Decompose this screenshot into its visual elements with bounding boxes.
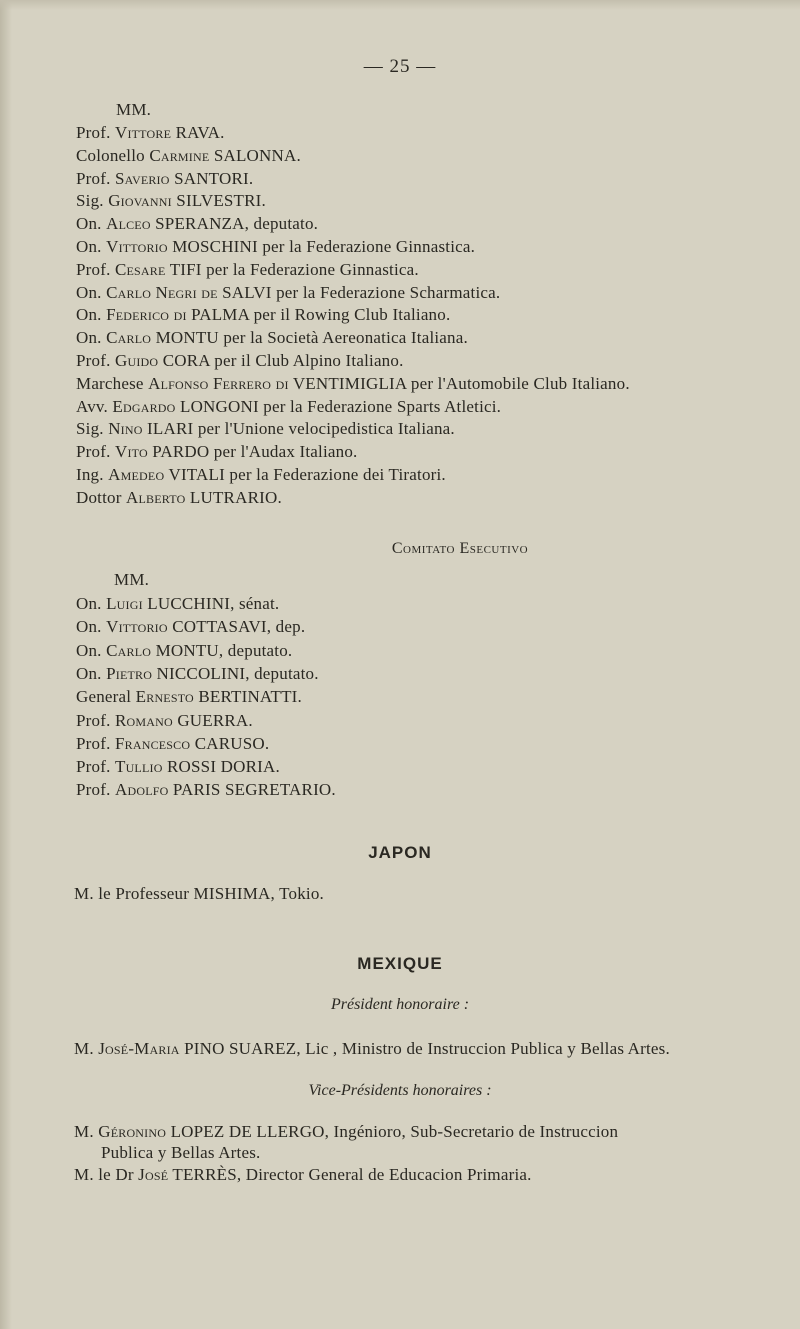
comitato-member-entry xyxy=(76,757,280,777)
comitato-member-first-name: Romano xyxy=(114,710,173,730)
member-entry xyxy=(76,260,419,280)
member-entry xyxy=(76,419,455,439)
president-heading: Président honoraire : xyxy=(330,996,470,1013)
member-first-name: Carlo xyxy=(106,328,152,348)
vice-2-title: M. le xyxy=(74,1165,111,1184)
member-title: Ing. xyxy=(76,465,104,484)
member-title: On. xyxy=(76,214,102,234)
member-rest: CORA per il Club Alpino Italiano. xyxy=(162,351,404,370)
mexique-heading: MEXIQUE xyxy=(357,954,443,973)
comitato-heading: Comitato Esecutivo xyxy=(391,540,529,557)
member-title: Marchese xyxy=(76,373,144,393)
japon-heading: JAPON xyxy=(368,843,432,862)
comitato-member-rest: COTTASAVI, dep. xyxy=(172,617,306,637)
member-title: On. xyxy=(76,237,102,256)
member-first-name: Alfonso Ferrero di xyxy=(148,373,289,393)
member-rest: SILVESTRI. xyxy=(176,191,266,211)
vice-line-2 xyxy=(74,1165,532,1185)
member-entry xyxy=(76,351,404,371)
member-entry xyxy=(76,191,266,211)
comitato-member-first-name: Carlo xyxy=(106,640,152,660)
member-rest: ILARI per l'Unione velocipedistica Italiana. xyxy=(147,419,455,439)
vice-1-first-name: Géronino xyxy=(98,1122,167,1141)
comitato-member-title: Prof. xyxy=(76,710,111,730)
member-title: Sig. xyxy=(76,419,104,439)
member-rest: VITALI per la Federazione dei Tiratori. xyxy=(168,465,446,484)
members-header: MM. xyxy=(116,100,152,119)
member-rest: VENTIMIGLIA per l'Automobile Club Italiano. xyxy=(292,373,630,393)
member-rest: MOSCHINI per la Federazione Ginnastica. xyxy=(172,237,476,256)
comitato-member-rest: BERTINATTI. xyxy=(198,687,302,707)
member-first-name: Edgardo xyxy=(112,396,176,416)
comitato-member-first-name: Ernesto xyxy=(135,687,194,707)
comitato-member-title: On. xyxy=(76,640,102,660)
president-rest: PINO SUAREZ, Lic , Ministro de Instruccion Publica y Bellas Artes. xyxy=(184,1039,670,1058)
member-first-name: Carmine xyxy=(149,145,210,165)
comitato-member-rest: PARIS SEGRETARIO. xyxy=(172,780,336,800)
comitato-member-rest: LUCCHINI, sénat. xyxy=(147,594,280,613)
comitato-member-entry xyxy=(76,641,292,661)
vice-line-1-cont: Publica y Bellas Artes. xyxy=(101,1143,261,1162)
comitato-member-first-name: Vittorio xyxy=(106,617,168,637)
member-first-name: Federico di xyxy=(106,305,187,325)
member-rest: RAVA. xyxy=(175,123,225,142)
member-rest: LUTRARIO. xyxy=(189,487,282,507)
page-edge-shadow xyxy=(0,0,12,1329)
member-entry xyxy=(76,237,475,257)
comitato-member-entry xyxy=(76,711,253,731)
member-entry xyxy=(76,214,318,234)
member-entry xyxy=(76,169,253,189)
president-line xyxy=(74,1039,670,1059)
comitato-member-first-name: Pietro xyxy=(106,663,153,683)
comitato-member-title: Prof. xyxy=(76,733,111,753)
member-title: Prof. xyxy=(76,259,111,279)
member-entry xyxy=(76,283,500,303)
comitato-member-rest: GUERRA. xyxy=(177,710,253,730)
page-number: — 25 — xyxy=(363,56,437,77)
member-first-name: Vito xyxy=(114,442,148,462)
comitato-member-title: General xyxy=(76,687,132,707)
member-title: Dottor xyxy=(76,487,122,507)
comitato-member-entry xyxy=(76,734,269,754)
member-first-name: Giovanni xyxy=(108,191,172,211)
member-title: On. xyxy=(76,282,102,302)
member-rest: SPERANZA, deputato. xyxy=(155,214,319,234)
member-title: Avv. xyxy=(76,396,108,416)
member-title: Sig. xyxy=(76,191,104,211)
member-first-name: Amedeo xyxy=(108,465,165,484)
member-entry xyxy=(76,397,501,417)
member-first-name: Carlo Negri de xyxy=(106,282,218,302)
member-first-name: Guido xyxy=(114,351,159,370)
member-entry xyxy=(76,465,446,485)
comitato-member-entry xyxy=(76,687,302,707)
president-first-name: José-Maria xyxy=(98,1039,180,1058)
member-rest: PALMA per il Rowing Club Italiano. xyxy=(191,305,451,325)
member-entry xyxy=(76,123,225,143)
comitato-member-title: On. xyxy=(76,594,102,613)
vice-2-first-name: José xyxy=(138,1165,169,1184)
member-first-name: Alceo xyxy=(106,214,151,234)
comitato-member-rest: CARUSO. xyxy=(194,733,270,753)
member-entry xyxy=(76,146,301,166)
comitato-header: MM. xyxy=(114,570,150,589)
member-entry xyxy=(76,442,358,462)
vice-heading: Vice-Présidents honoraires : xyxy=(308,1082,492,1099)
member-rest: MONTU per la Società Aereonatica Italiana. xyxy=(155,328,468,348)
japon-line: M. le Professeur MISHIMA, Tokio. xyxy=(74,884,324,903)
comitato-member-entry xyxy=(76,664,319,684)
member-first-name: Saverio xyxy=(114,168,170,188)
member-rest: PARDO per l'Audax Italiano. xyxy=(152,442,358,462)
comitato-member-title: Prof. xyxy=(76,757,111,777)
comitato-member-title: Prof. xyxy=(76,780,111,800)
vice-1-title: M. xyxy=(74,1122,94,1141)
comitato-member-entry xyxy=(76,594,279,614)
vice-2-dr: Dr xyxy=(115,1165,134,1184)
member-first-name: Alberto xyxy=(126,487,186,507)
member-rest: SALONNA. xyxy=(213,145,301,165)
member-title: Prof. xyxy=(76,351,111,370)
member-entry xyxy=(76,488,282,508)
member-title: Prof. xyxy=(76,442,111,462)
comitato-member-first-name: Francesco xyxy=(114,733,191,753)
member-first-name: Vittorio xyxy=(106,237,168,256)
comitato-member-first-name: Tullio xyxy=(114,757,163,777)
comitato-member-first-name: Luigi xyxy=(106,594,143,613)
comitato-member-rest: NICCOLINI, deputato. xyxy=(156,663,319,683)
member-title: Colonello xyxy=(76,145,145,165)
member-rest: SANTORI. xyxy=(174,168,254,188)
member-rest: LONGONI per la Federazione Sparts Atletici. xyxy=(180,396,502,416)
comitato-member-first-name: Adolfo xyxy=(114,780,169,800)
comitato-member-title: On. xyxy=(76,663,102,683)
page-top-shadow xyxy=(0,0,800,10)
member-entry xyxy=(76,328,468,348)
vice-1-rest: LOPEZ DE LLERGO, Ingénioro, Sub-Secretario de Instruccion xyxy=(170,1122,619,1141)
comitato-member-rest: MONTU, deputato. xyxy=(155,640,293,660)
member-title: Prof. xyxy=(76,123,111,142)
member-rest: SALVI per la Federazione Scharmatica. xyxy=(222,282,501,302)
member-rest: TIFI per la Federazione Ginnastica. xyxy=(169,259,419,279)
comitato-member-title: On. xyxy=(76,617,102,637)
member-title: Prof. xyxy=(76,168,111,188)
member-first-name: Cesare xyxy=(114,259,166,279)
comitato-member-entry xyxy=(76,780,336,800)
vice-line-1 xyxy=(74,1122,618,1142)
member-entry xyxy=(76,374,630,394)
vice-2-rest: TERRÈS, Director General de Educacion Primaria. xyxy=(172,1165,532,1184)
member-first-name: Nino xyxy=(108,419,143,439)
comitato-member-entry xyxy=(76,617,305,637)
comitato-member-rest: ROSSI DORIA. xyxy=(167,757,280,777)
member-entry xyxy=(76,305,450,325)
member-first-name: Vittore xyxy=(114,123,172,142)
member-title: On. xyxy=(76,328,102,348)
president-title: M. xyxy=(74,1039,94,1058)
member-title: On. xyxy=(76,305,102,325)
